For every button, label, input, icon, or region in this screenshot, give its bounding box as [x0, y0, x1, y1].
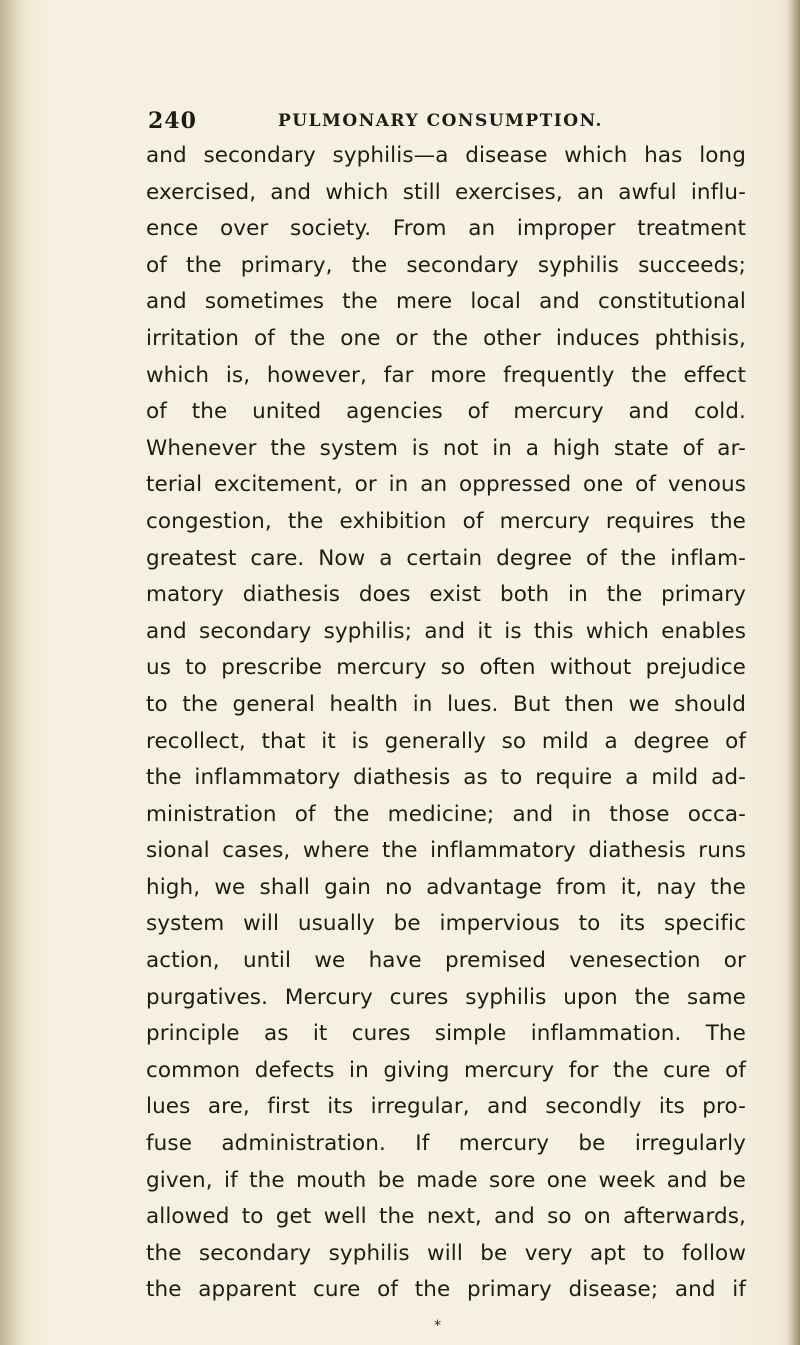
running-title: PULMONARY CONSUMPTION. [278, 111, 603, 131]
signature-mark: * [434, 1318, 441, 1334]
text-line: and sometimes the mere local and constitutional [146, 289, 746, 315]
text-line: high, we shall gain no advantage from it, nay the [146, 874, 746, 900]
text-line: the secondary syphilis will be very apt to follow [146, 1240, 746, 1266]
text-line: system will usually be impervious to its specific [146, 911, 746, 937]
text-line: irritation of the one or the other induces phthisis, [146, 325, 746, 351]
body-text [146, 138, 746, 1309]
text-line: Whenever the system is not in a high state of ar- [146, 435, 746, 461]
text-line: exercised, and which still exercises, an awful influ- [146, 179, 746, 205]
text-line: action, until we have premised venesection or [146, 948, 746, 974]
text-line: allowed to get well the next, and so on afterwards, [146, 1204, 746, 1230]
text-line: ministration of the medicine; and in those occa- [146, 801, 746, 827]
text-line: which is, however, far more frequently the effect [146, 362, 746, 388]
text-line: lues are, first its irregular, and secondly its pro- [146, 1094, 746, 1120]
text-line: congestion, the exhibition of mercury requires the [146, 508, 746, 534]
text-line: ence over society. From an improper treatment [146, 216, 746, 242]
text-line: and secondary syphilis—a disease which has long [146, 143, 746, 168]
text-line: us to prescribe mercury so often without prejudice [146, 655, 746, 681]
page-number: 240 [148, 108, 197, 134]
text-line: sional cases, where the inflammatory diathesis runs [146, 838, 746, 864]
text-line: matory diathesis does exist both in the primary [146, 582, 746, 608]
page-edge-shadow [786, 0, 800, 1345]
text-line: given, if the mouth be made sore one week and be [146, 1167, 746, 1193]
text-line: recollect, that it is generally so mild a degree of [146, 728, 746, 754]
text-line: the inflammatory diathesis as to require a mild ad- [146, 765, 746, 791]
binding-gutter-shadow [0, 0, 28, 1345]
text-line: purgatives. Mercury cures syphilis upon the same [146, 984, 746, 1010]
text-line: and secondary syphilis; and it is this which enables [146, 618, 746, 644]
text-line: common defects in giving mercury for the cure of [146, 1057, 746, 1083]
text-line: to the general health in lues. But then we should [146, 691, 746, 717]
text-line: the apparent cure of the primary disease; and if [146, 1277, 746, 1303]
text-line: greatest care. Now a certain degree of the inflam- [146, 545, 746, 571]
text-line: terial excitement, or in an oppressed one of venous [146, 472, 746, 498]
text-line: principle as it cures simple inflammation. The [146, 1021, 746, 1047]
text-line: of the primary, the secondary syphilis succeeds; [146, 252, 746, 278]
text-line: fuse administration. If mercury be irregularly [146, 1131, 746, 1157]
text-line: of the united agencies of mercury and cold. [146, 399, 746, 425]
